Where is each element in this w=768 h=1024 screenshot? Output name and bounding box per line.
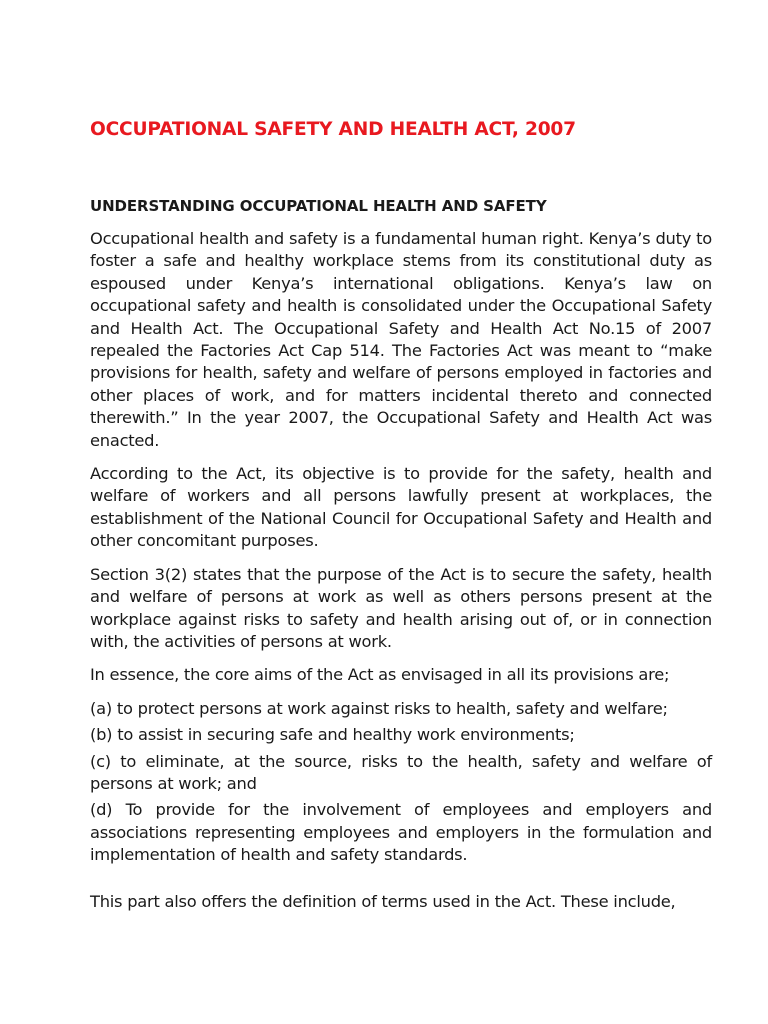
paragraph-section-3-2: Section 3(2) states that the purpose of the Act is to secure the safety, health and welfare of persons at work as well as others persons present at the workplace against risks to safety and health arising out of, or in connection with, the activities of persons at work. (90, 564, 712, 651)
aim-item-a: (a) to protect persons at work against risks to health, safety and welfare; (90, 698, 668, 718)
aim-item-d: (d) To provide for the involvement of employees and employers and associations representing employees and employers in the formulation and implementation of health and safety standards. (90, 800, 712, 865)
aim-item-c: (c) to eliminate, at the source, risks to the health, safety and welfare of persons at work; and (90, 751, 712, 793)
document-title: OCCUPATIONAL SAFETY AND HEALTH ACT, 2007 (90, 119, 576, 140)
paragraph-closing: This part also offers the definition of terms used in the Act. These include, (90, 891, 676, 911)
paragraph-core-aims: In essence, the core aims of the Act as envisaged in all its provisions are; (90, 665, 670, 685)
paragraph-intro: Occupational health and safety is a fundamental human right. Kenya’s duty to foster a safe and healthy workplace stems from its constitutional duty as espoused under Kenya’s international obligations. Kenya’s law on occupational safety and health is consolidated under the Occupational Safety and Health Act. The Occupational Safety and Health Act No.15 of 2007 repealed the Factories Act Cap 514. The Factories Act was meant to “make provisions for health, safety and welfare of persons employed in factories and other places of work, and for matters incidental thereto and connected therewith.” In the year 2007, the Occupational Safety and Health Act was enacted. (90, 229, 712, 450)
section-heading: UNDERSTANDING OCCUPATIONAL HEALTH AND SAFETY (90, 197, 547, 215)
document-body (90, 228, 712, 913)
aim-item-b: (b) to assist in securing safe and healthy work environments; (90, 725, 575, 745)
paragraph-objective: According to the Act, its objective is to provide for the safety, health and welfare of workers and all persons lawfully present at workplaces, the establishment of the National Council for Occupational Safety and Health and other concomitant purposes. (90, 464, 712, 551)
